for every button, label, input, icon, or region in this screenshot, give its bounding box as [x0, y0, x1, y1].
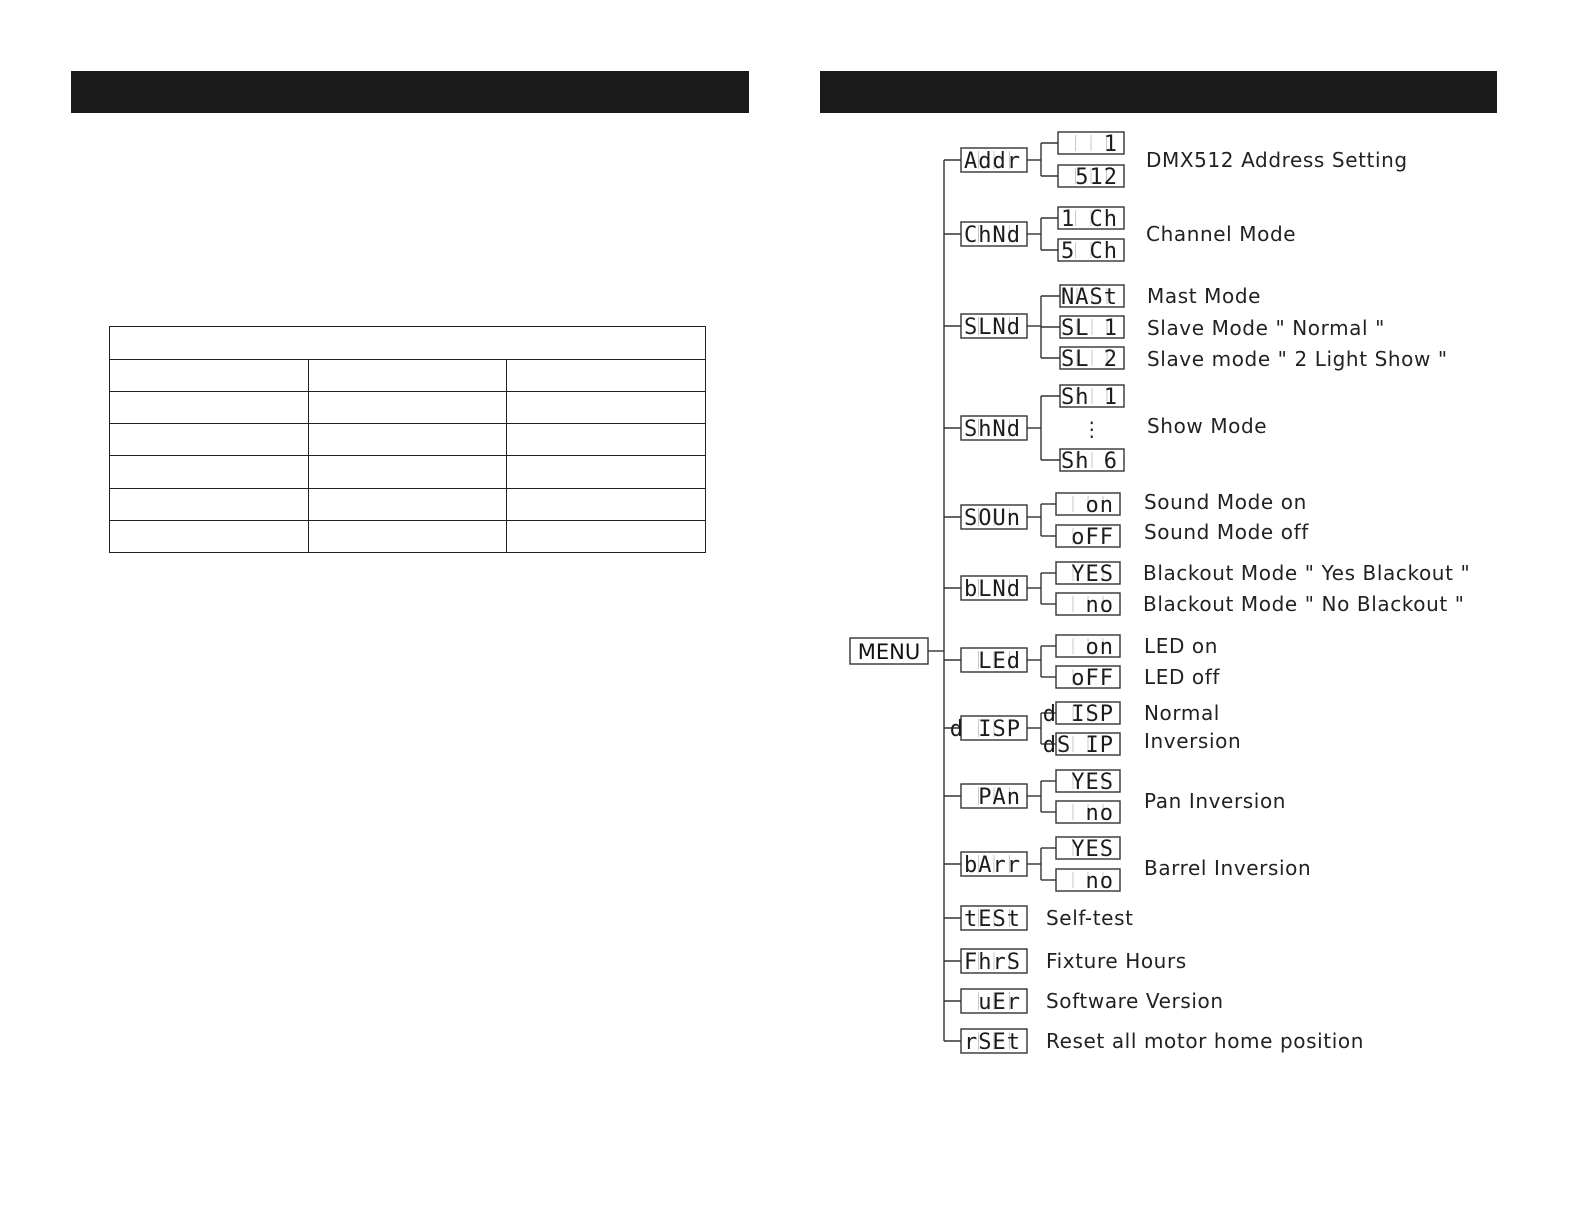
menu-item-shnd-label-1: Show Mode — [1147, 414, 1268, 438]
menu-item-chnd-label-1: Channel Mode — [1146, 222, 1297, 246]
menu-item-blnd-code-text: bLNd — [964, 577, 1021, 602]
menu-item-addr-option-1-text: 1 — [1103, 132, 1118, 157]
menu-item-led-label-2: LED off — [1144, 665, 1221, 689]
menu-item-slnd-option-3-text: SL 2 — [1061, 347, 1118, 372]
menu-item-pan-label-1: Pan Inversion — [1144, 789, 1287, 813]
menu-item-uer-label-1: Software Version — [1046, 989, 1224, 1013]
menu-item-addr-code-text: Addr — [964, 149, 1021, 174]
menu-item-addr-option-2-text: 512 — [1075, 165, 1118, 190]
menu-item-soun-option-1-text: on — [1085, 493, 1114, 518]
menu-item-fhrs-code-text: FhrS — [964, 950, 1021, 975]
menu-item-disp-code-text: d ISP — [949, 717, 1021, 742]
menu-item-pan-option-1-text: YES — [1071, 770, 1114, 795]
menu-label: MENU — [857, 640, 921, 664]
menu-item-disp-label-1: Normal — [1144, 701, 1220, 725]
menu-item-led-option-1-text: on — [1085, 635, 1114, 660]
menu-item-slnd-option-1-text: NASt — [1061, 285, 1118, 310]
menu-item-test-label-1: Self-test — [1046, 906, 1134, 930]
menu-item-blnd-label-2: Blackout Mode " No Blackout " — [1143, 592, 1465, 616]
menu-item-slnd-label-2: Slave Mode " Normal " — [1147, 316, 1385, 340]
menu-item-blnd-option-2-text: no — [1085, 593, 1114, 618]
menu-item-barr-option-2-text: no — [1085, 869, 1114, 894]
menu-item-soun-code-text: SOUn — [964, 506, 1021, 531]
menu-item-chnd-option-2-text: 5 Ch — [1061, 239, 1118, 264]
menu-item-shnd-option-2-text: Sh 6 — [1061, 449, 1118, 474]
menu-item-barr-option-1-text: YES — [1071, 837, 1114, 862]
menu-item-fhrs-label-1: Fixture Hours — [1046, 949, 1187, 973]
menu-item-soun-option-2-text: oFF — [1071, 525, 1114, 550]
menu-item-led-label-1: LED on — [1144, 634, 1219, 658]
menu-item-test-code-text: tESt — [964, 907, 1021, 932]
menu-item-led-option-2-text: oFF — [1071, 666, 1114, 691]
menu-item-disp-label-2: Inversion — [1144, 729, 1242, 753]
menu-item-addr-label-1: DMX512 Address Setting — [1146, 148, 1408, 172]
menu-item-slnd-code-text: SLNd — [964, 315, 1021, 340]
menu-item-blnd-label-1: Blackout Mode " Yes Blackout " — [1143, 561, 1471, 585]
menu-item-led-code-text: LEd — [978, 649, 1021, 674]
menu-item-slnd-option-2-text: SL 1 — [1061, 316, 1118, 341]
menu-item-rset-code-text: rSEt — [964, 1030, 1021, 1055]
menu-item-rset-label-1: Reset all motor home position — [1046, 1029, 1365, 1053]
menu-item-shnd-code-text: ShNd — [964, 417, 1021, 442]
menu-item-slnd-label-3: Slave mode " 2 Light Show " — [1147, 347, 1448, 371]
menu-item-barr-code-text: bArr — [964, 853, 1021, 878]
menu-item-chnd-code-text: ChNd — [964, 223, 1021, 248]
menu-item-shnd-ellipsis: ⋮ — [1081, 417, 1103, 441]
menu-item-pan-code-text: PAn — [978, 785, 1021, 810]
menu-item-chnd-option-1-text: 1 Ch — [1061, 207, 1118, 232]
menu-item-pan-option-2-text: no — [1085, 801, 1114, 826]
menu-item-disp-option-2-text: dS IP — [1042, 733, 1114, 758]
menu-item-disp-option-1-text: d ISP — [1042, 702, 1114, 727]
menu-item-soun-label-2: Sound Mode off — [1144, 520, 1309, 544]
menu-item-soun-label-1: Sound Mode on — [1144, 490, 1307, 514]
menu-item-slnd-label-1: Mast Mode — [1147, 284, 1262, 308]
menu-item-shnd-option-1-text: Sh 1 — [1061, 385, 1118, 410]
menu-item-uer-code-text: uEr — [978, 990, 1021, 1015]
menu-item-barr-label-1: Barrel Inversion — [1144, 856, 1312, 880]
menu-item-blnd-option-1-text: YES — [1071, 562, 1114, 587]
